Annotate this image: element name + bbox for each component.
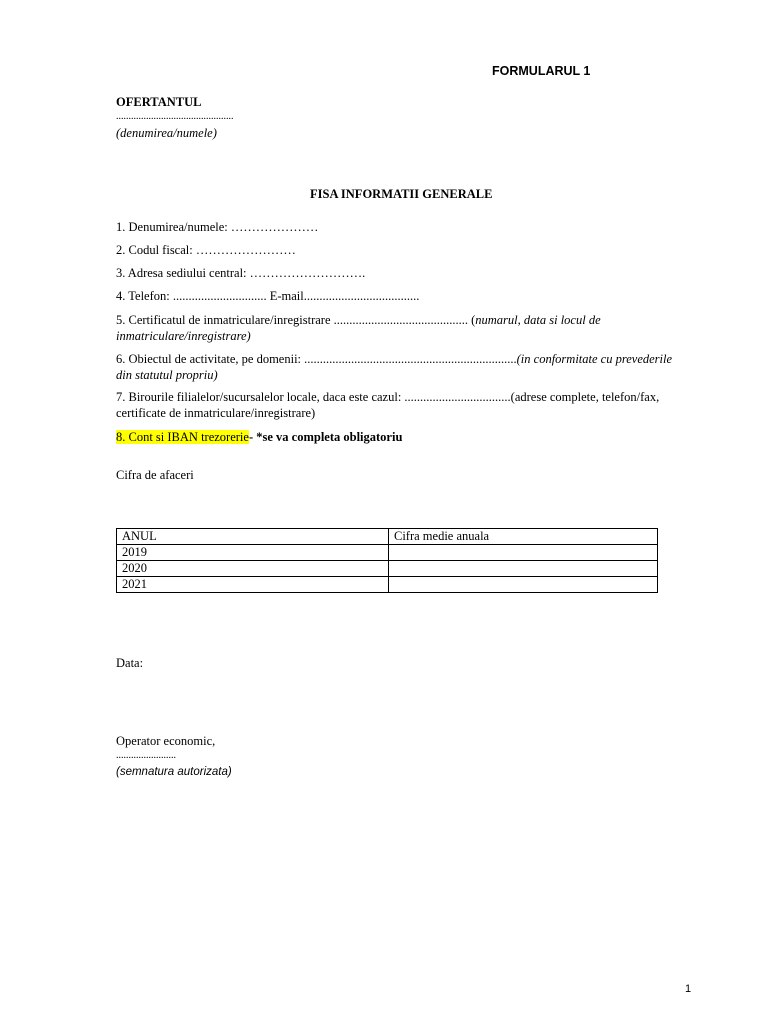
- table-row: [117, 577, 658, 593]
- item-6: [116, 352, 672, 367]
- bidder-heading: OFERTANTUL: [116, 95, 202, 109]
- turnover-label: Cifra de afaceri: [116, 468, 194, 482]
- page-number: 1: [685, 983, 692, 995]
- bidder-dots: ...............................................: [116, 111, 234, 122]
- table-header-row: [117, 529, 658, 545]
- year-cell: 2020: [117, 561, 389, 577]
- signature-dots: ........................: [116, 750, 176, 761]
- year-cell: 2021: [117, 577, 389, 593]
- item-6-text: 6. Obiectul de activitate, pe domenii: ....................................................................: [116, 352, 517, 366]
- table-row: [117, 561, 658, 577]
- header-cell-year: ANUL: [117, 529, 389, 545]
- item-3: 3. Adresa sediului central: ……………………….: [116, 266, 366, 280]
- item-1: 1. Denumirea/numele: …………………: [116, 220, 319, 234]
- item-5-text: 5. Certificatul de inmatriculare/inregistrare ........................................... (: [116, 313, 476, 327]
- item-4: 4. Telefon: .............................. E-mail.....................................: [116, 289, 420, 303]
- item-6-line2: din statutul propriu): [116, 368, 218, 382]
- turnover-table: [116, 528, 658, 593]
- turnover-cell[interactable]: [389, 545, 658, 561]
- item-5: [116, 313, 601, 328]
- table-row: [117, 545, 658, 561]
- item-5-line2: inmatriculare/inregistrare): [116, 329, 251, 343]
- item-5-italic: numarul, data si locul de: [475, 313, 601, 327]
- item-8: [116, 430, 402, 445]
- item-8-highlight: 8. Cont si IBAN trezorerie: [116, 430, 249, 444]
- turnover-cell[interactable]: [389, 561, 658, 577]
- signature-hint: (semnatura autorizata): [116, 766, 232, 778]
- item-7: 7. Birourile filialelor/sucursalelor locale, daca este cazul: ..................................(adrese complete, telefon/fax,: [116, 390, 660, 404]
- item-8-bold: - *se va completa obligatoriu: [248, 430, 403, 444]
- item-2: 2. Codul fiscal: ……………………: [116, 243, 296, 257]
- date-label: Data:: [116, 656, 144, 670]
- bidder-hint: (denumirea/numele): [116, 126, 217, 140]
- header-cell-turnover: Cifra medie anuala: [389, 529, 658, 545]
- item-7-line2: certificate de inmatriculare/inregistrare): [116, 406, 316, 420]
- item-6-italic: (in conformitate cu prevederile: [516, 352, 673, 366]
- turnover-cell[interactable]: [389, 577, 658, 593]
- signature-label: Operator economic,: [116, 734, 216, 748]
- year-cell: 2019: [117, 545, 389, 561]
- page-title: FISA INFORMATII GENERALE: [310, 187, 493, 201]
- form-label: FORMULARUL 1: [492, 64, 591, 78]
